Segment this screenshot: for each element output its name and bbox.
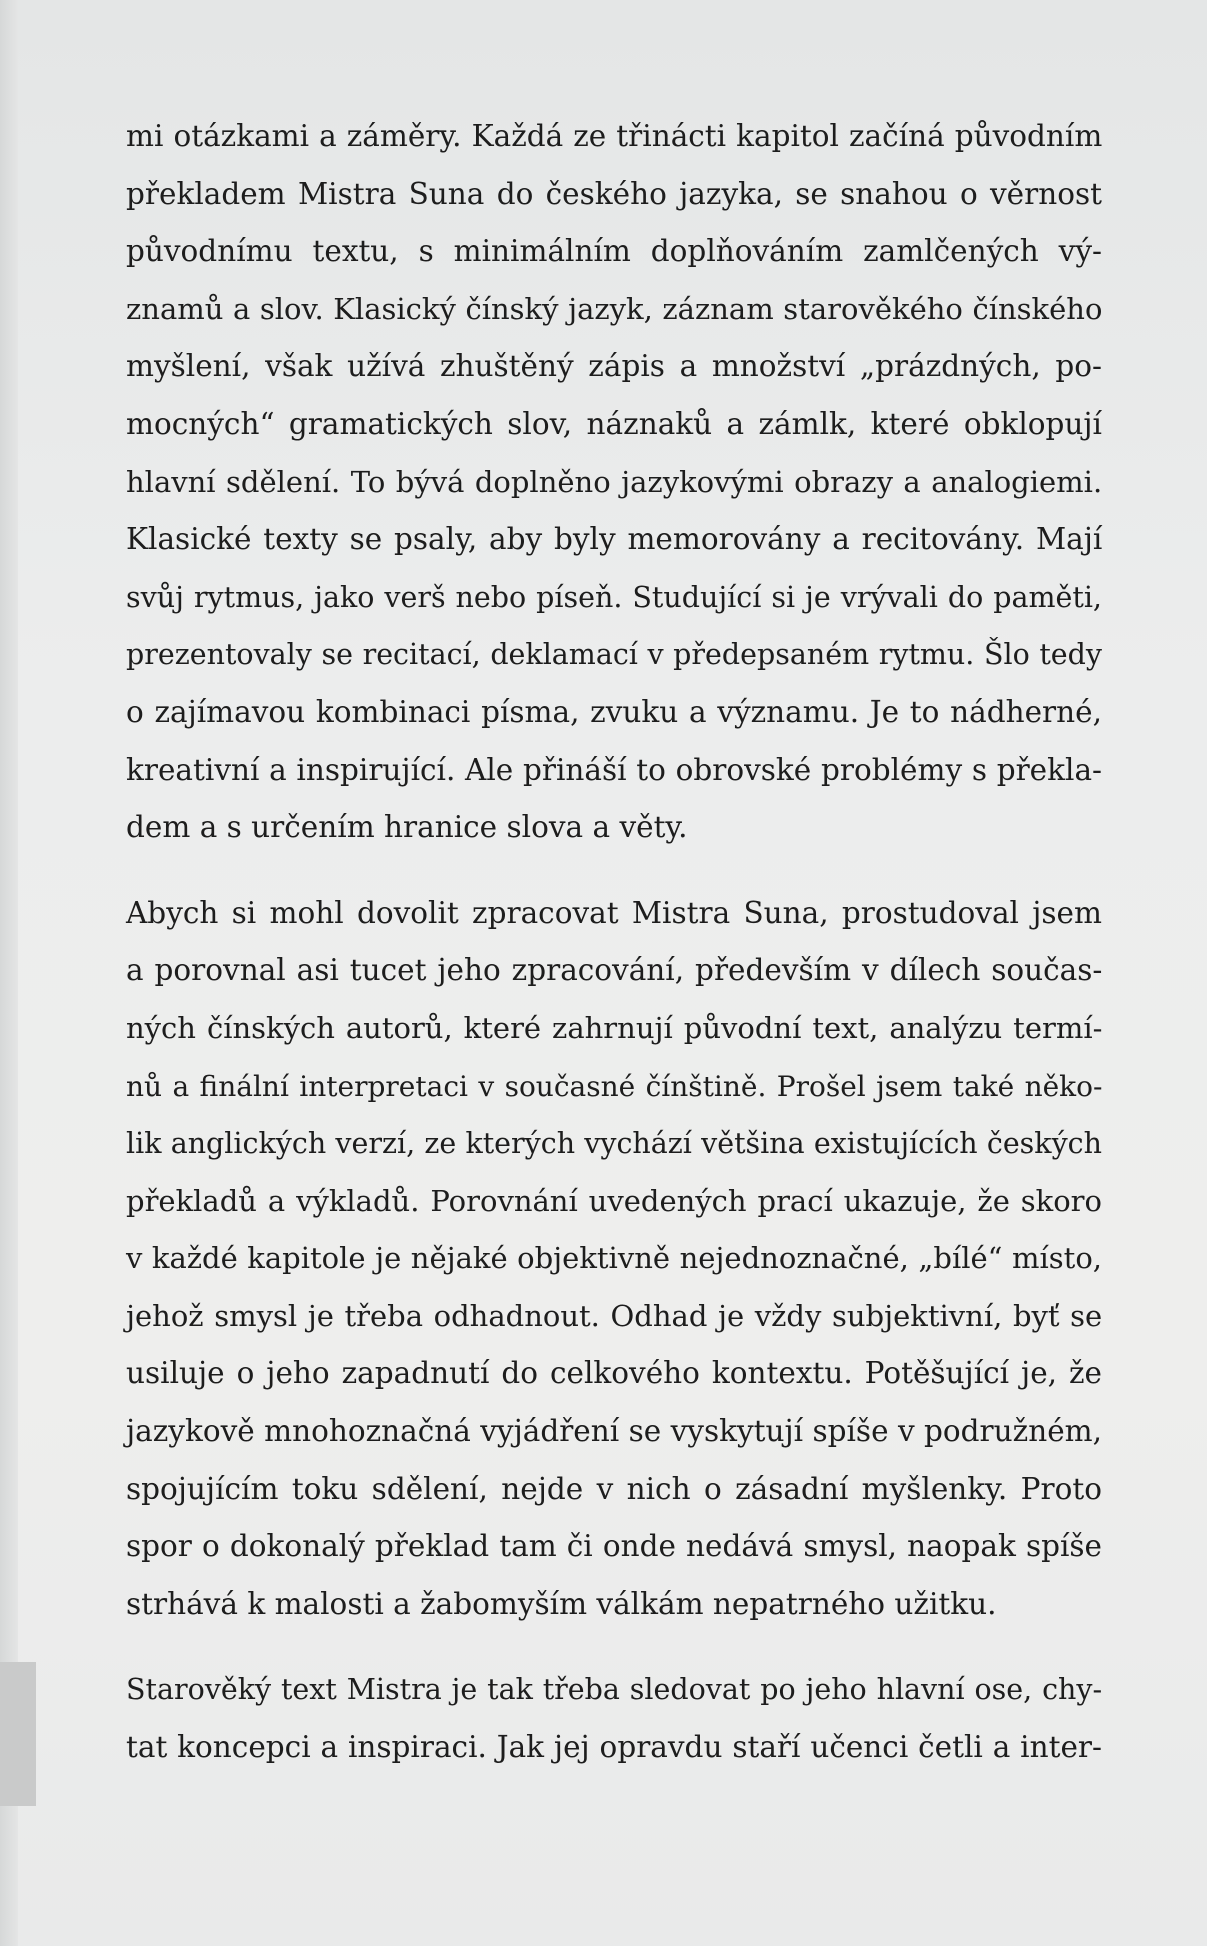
paragraph-gap [126,857,1102,885]
paragraph-2 [126,885,1102,1634]
text-line: Starověký text Mistra je tak třeba sledovat po jeho hlavní ose, chy- [126,1673,1103,1707]
paragraph-3 [126,1661,1102,1776]
page-side-tab [0,1662,36,1806]
text-line: spojujícím toku sdělení, nejde v nich o zásadní myšlenky. Proto [126,1471,1103,1506]
text-line: překladem Mistra Suna do českého jazyka, se snahou o věrnost [126,176,1102,211]
paragraph-1 [126,108,1102,857]
text-line: jehož smysl je třeba odhadnout. Odhad je vždy subjektivní, byť se [126,1298,1103,1333]
text-line: lik anglických verzí, ze kterých vychází většina existujících českých [126,1127,1102,1161]
paragraph-gap [126,1633,1102,1661]
text-line: původnímu textu, s minimálním doplňováním zamlčených vý- [126,234,1102,269]
text-line: a porovnal asi tucet jeho zpracování, především v dílech součas- [126,953,1103,988]
text-line: jazykově mnohoznačná vyjádření se vyskytují spíše v podružném, [126,1414,1102,1449]
text-line: strhává k malosti a žabomyším válkám nepatrného užitku. [126,1586,997,1621]
text-line: mi otázkami a záměry. Každá ze třinácti kapitol začíná původním [126,119,1103,153]
text-line: mocných“ gramatických slov, náznaků a zámlk, které obklopují [126,406,1102,441]
page-edge-shadow [0,0,18,1946]
text-line: dem a s určením hranice slova a věty. [126,810,688,845]
text-line: Abych si mohl dovolit zpracovat Mistra Suna, prostudoval jsem [126,895,1102,930]
text-line: nů a finální interpretaci v současné čínštině. Prošel jsem také něko- [126,1069,1103,1103]
text-line: svůj rytmus, jako verš nebo píseň. Studující si je vrývali do paměti, [126,580,1102,614]
text-line: myšlení, však užívá zhuštěný zápis a množství „prázdných, po- [126,349,1102,384]
text-line: hlavní sdělení. To bývá doplněno jazykovými obrazy a analogiemi. [126,464,1103,499]
text-line: ných čínských autorů, které zahrnují původní text, analýzu termí- [126,1010,1103,1045]
text-line: tat koncepci a inspiraci. Jak jej opravdu staří učenci četli a inter- [126,1730,1102,1765]
text-line: o zajímavou kombinaci písma, zvuku a významu. Je to nádherné, [126,694,1102,729]
body-text [126,108,1102,1777]
text-line: kreativní a inspirující. Ale přináší to obrovské problémy s překla- [126,752,1102,787]
text-line: prezentovaly se recitací, deklamací v předepsaném rytmu. Šlo tedy [126,638,1102,672]
text-line: usiluje o jeho zapadnutí do celkového kontextu. Potěšující je, že [126,1356,1102,1391]
text-line: v každé kapitole je nějaké objektivně nejednoznačné, „bílé“ místo, [126,1241,1102,1276]
text-line: spor o dokonalý překlad tam či onde nedává smysl, naopak spíše [126,1529,1102,1564]
text-line: znamů a slov. Klasický čínský jazyk, záznam starověkého čínského [126,291,1103,326]
text-line: překladů a výkladů. Porovnání uvedených prací ukazuje, že skoro [126,1183,1102,1218]
text-line: Klasické texty se psaly, aby byly memorovány a recitovány. Mají [126,522,1103,557]
